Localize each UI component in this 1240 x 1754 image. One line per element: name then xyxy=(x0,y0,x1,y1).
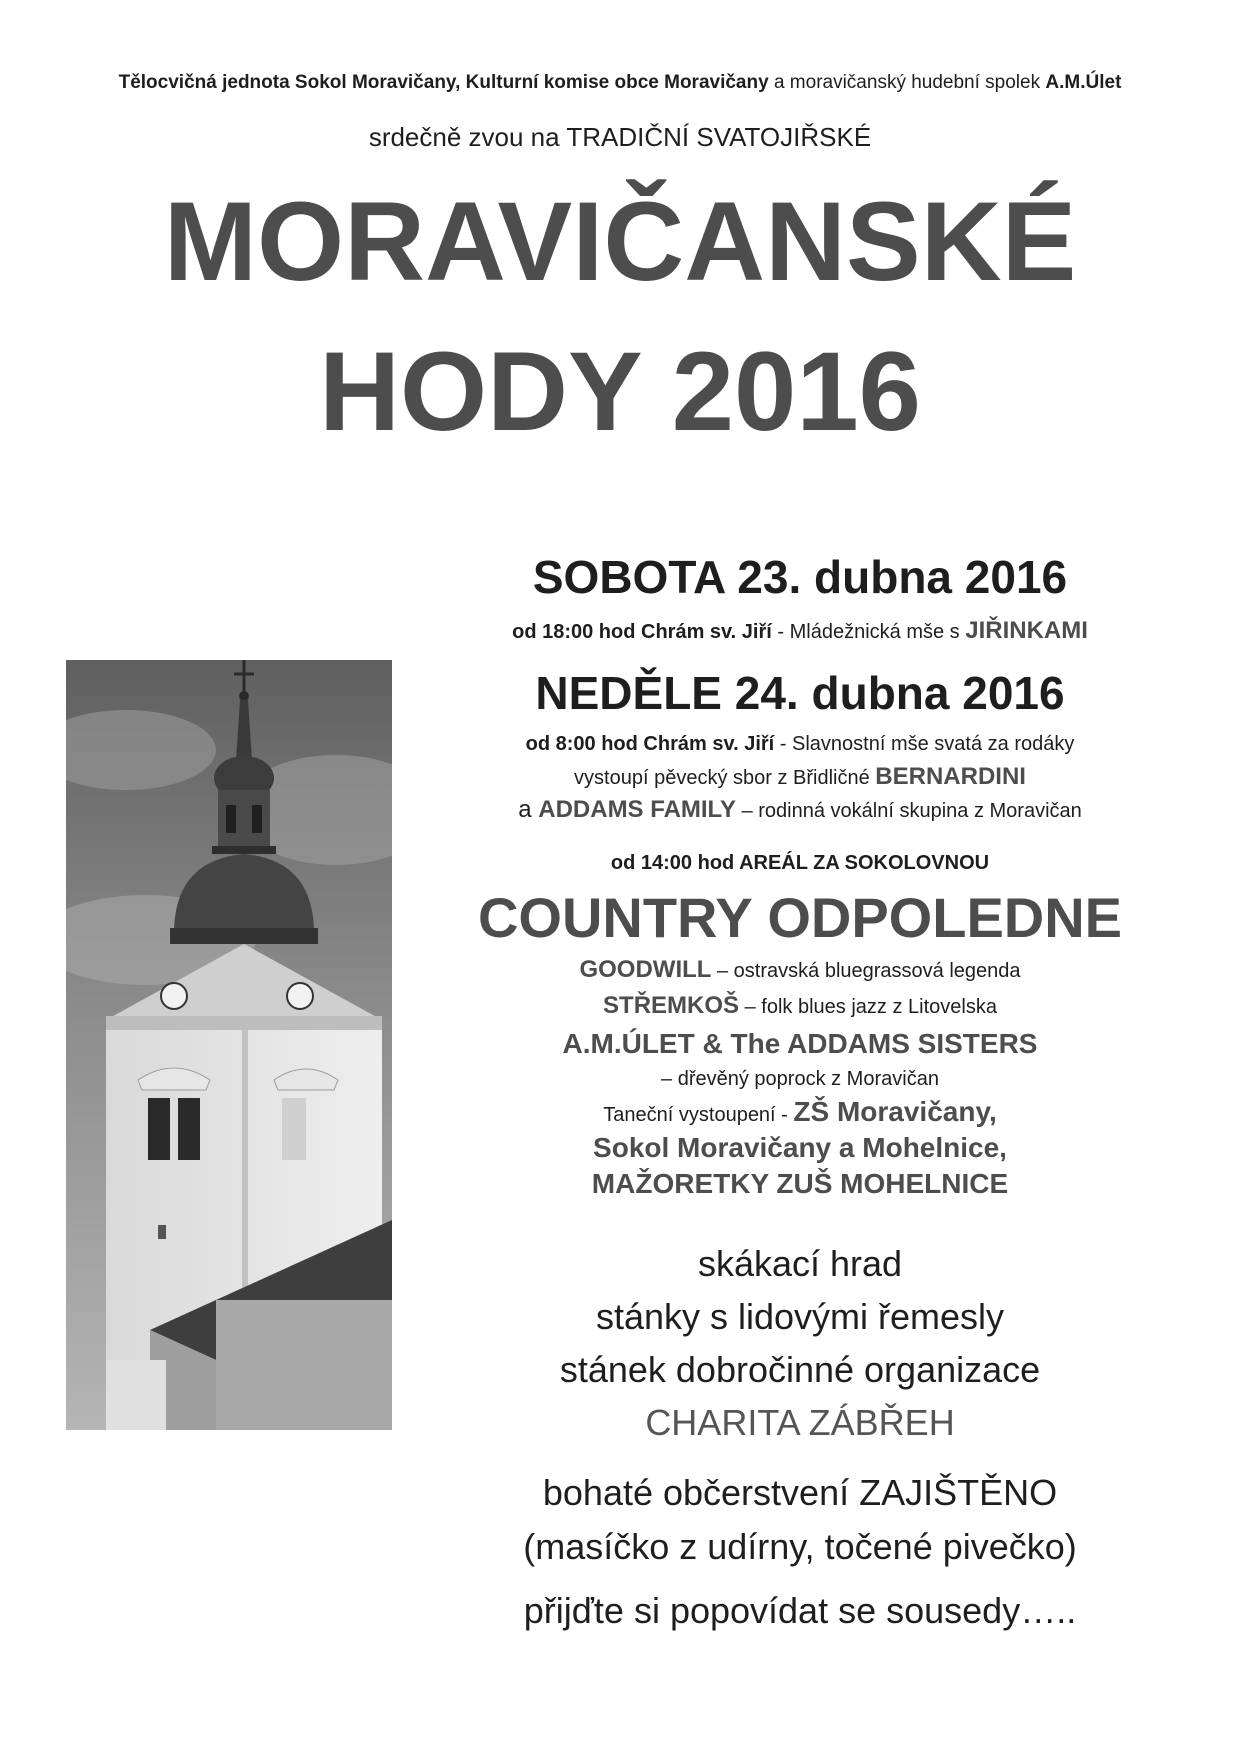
food-line-1: bohaté občerstvení ZAJIŠTĚNO xyxy=(542,1472,1058,1513)
band-goodwill-line xyxy=(430,956,1170,984)
food-line-2: (masíčko z udírny, točené pivečko) xyxy=(523,1526,1077,1567)
feature-craft-stalls: stánky s lidovými řemesly xyxy=(595,1296,1005,1337)
saturday-heading: SOBOTA 23. dubna 2016 xyxy=(532,551,1068,603)
feature-bouncy-castle: skákací hrad xyxy=(697,1243,903,1284)
dance-performer-2: Sokol Moravičany a Mohelnice, xyxy=(593,1132,1007,1163)
sunday-family-line xyxy=(430,796,1170,824)
sunday-choir-line xyxy=(430,763,1170,791)
sunday-time-place: od 8:00 hod Chrám sv. Jiří xyxy=(525,733,775,755)
feature-charity-stall: stánek dobročinné organizace xyxy=(559,1349,1041,1390)
dance-label: Taneční vystoupení - xyxy=(603,1104,794,1126)
country-afternoon-title: COUNTRY ODPOLEDNE xyxy=(477,886,1123,949)
church-tower-photo xyxy=(66,660,392,1430)
organizers-primary: Tělocvičná jednota Sokol Moravičany, Kulturní komise obce Moravičany xyxy=(118,72,769,93)
sunday-mass-line xyxy=(430,733,1170,756)
dance-line-1 xyxy=(430,1096,1170,1128)
band-stremkos-name: STŘEMKOŠ xyxy=(603,992,740,1019)
band-amulet-name: A.M.ÚLET & The ADDAMS SISTERS xyxy=(562,1028,1038,1059)
band-stremkos-desc: – folk blues jazz z Litovelska xyxy=(739,996,997,1018)
sunday-family-desc: – rodinná vokální skupina z Moravičan xyxy=(736,800,1082,822)
saturday-time-place: od 18:00 hod Chrám sv. Jiří xyxy=(512,621,772,643)
dance-performer-3: MAŽORETKY ZUŠ MOHELNICE xyxy=(591,1168,1009,1199)
saturday-performer: JIŘINKAMI xyxy=(965,617,1088,644)
closing-line: přijďte si popovídat se sousedy….. xyxy=(523,1590,1077,1631)
afternoon-time-place: od 14:00 hod AREÁL ZA SOKOLOVNOU xyxy=(610,852,990,874)
sunday-heading: NEDĚLE 24. dubna 2016 xyxy=(535,667,1065,719)
poster-title-line-1: MORAVIČANSKÉ xyxy=(163,179,1077,304)
band-goodwill-name: GOODWILL xyxy=(579,956,712,983)
sunday-choir-name: BERNARDINI xyxy=(875,763,1026,790)
poster-title-line-2: HODY 2016 xyxy=(319,329,921,454)
sunday-family-name: ADDAMS FAMILY xyxy=(538,796,737,823)
sunday-choir-text: vystoupí pěvecký sbor z Břidličné xyxy=(574,767,876,789)
feature-charity-name: CHARITA ZÁBŘEH xyxy=(645,1402,955,1443)
saturday-event: - Mládežnická mše s xyxy=(771,621,966,643)
organizers-line xyxy=(0,72,1240,94)
band-stremkos-line xyxy=(430,992,1170,1020)
organizers-connector: a moravičanský hudební spolek xyxy=(768,72,1046,93)
invitation-line: srdečně zvou na TRADIČNÍ SVATOJIŘSKÉ xyxy=(368,122,872,152)
sunday-mass: - Slavnostní mše svatá za rodáky xyxy=(774,733,1075,755)
dance-performer-1: ZŠ Moravičany, xyxy=(793,1096,997,1127)
band-amulet-desc: – dřevěný poprock z Moravičan xyxy=(661,1068,939,1090)
band-goodwill-desc: – ostravská bluegrassová legenda xyxy=(711,960,1021,982)
saturday-detail xyxy=(430,617,1170,645)
sunday-and: a xyxy=(518,796,539,823)
organizers-band: A.M.Úlet xyxy=(1045,72,1122,93)
